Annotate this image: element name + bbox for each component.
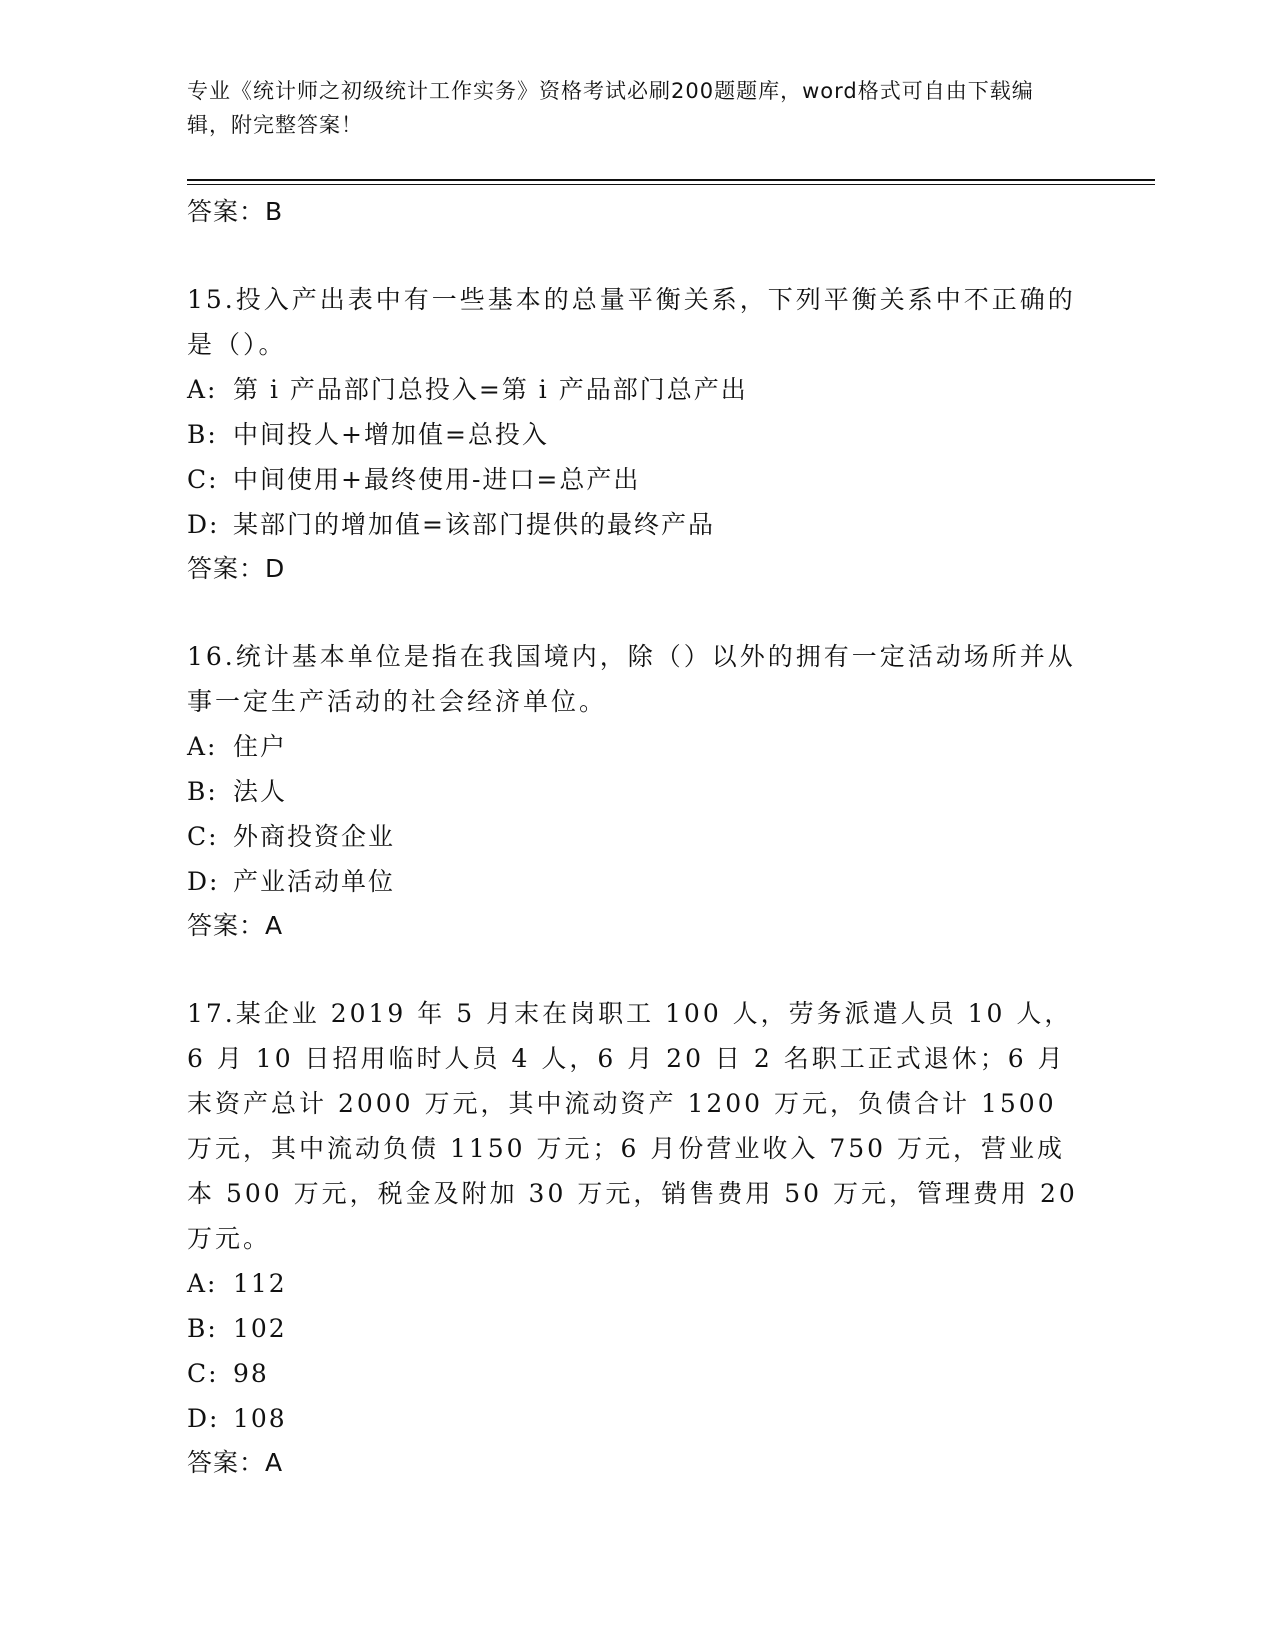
header-text: 专业《统计师之初级统计工作实务》资格考试必刷200题题库，word格式可自由下载编辑，附完整答案！ — [187, 79, 1034, 137]
option-a — [187, 1261, 1087, 1306]
option-c — [187, 1351, 1087, 1396]
option-text: 法人 — [233, 777, 288, 806]
option-letter: B: — [187, 420, 218, 449]
option-c — [187, 814, 1087, 859]
previous-answer: 答案：B — [187, 197, 284, 226]
question-block-17 — [187, 991, 1087, 1485]
option-letter: A: — [187, 1269, 218, 1298]
option-c — [187, 457, 1087, 502]
option-letter: C: — [187, 822, 219, 851]
spacer — [187, 591, 1087, 634]
option-b — [187, 769, 1087, 814]
option-text: 108 — [233, 1404, 287, 1433]
option-text: 98 — [233, 1359, 269, 1388]
question-block-16 — [187, 634, 1087, 948]
option-a — [187, 367, 1087, 412]
option-d — [187, 1396, 1087, 1441]
question-answer: 答案：A — [187, 1448, 284, 1477]
option-a — [187, 724, 1087, 769]
option-text: 外商投资企业 — [233, 822, 396, 851]
option-text: 第 i 产品部门总投入=第 i 产品部门总产出 — [233, 375, 748, 404]
spacer — [187, 234, 1087, 277]
question-stem: 17.某企业 2019 年 5 月末在岗职工 100 人，劳务派遣人员 10 人，6 月 10 日招用临时人员 4 人，6 月 20 日 2 名职工正式退休；6 月末资产总计 2000 万元，其中流动资产 1200 万元，负债合计 1500 万元，其中流动负债 1150 万元；6 月份营业收入 750 万元，营业成本 500 万元，税金及附加 30 万元，销售费用 50 万元，管理费用 20 万元。 — [187, 999, 1078, 1253]
option-text: 102 — [233, 1314, 287, 1343]
option-letter: C: — [187, 465, 219, 494]
header-rule-thick — [187, 179, 1155, 181]
document-body — [187, 190, 1087, 1485]
spacer — [187, 948, 1087, 991]
option-letter: A: — [187, 732, 218, 761]
option-b — [187, 1306, 1087, 1351]
option-letter: D: — [187, 510, 220, 539]
question-stem: 15.投入产出表中有一些基本的总量平衡关系，下列平衡关系中不正确的是（）。 — [187, 285, 1076, 359]
header-rule-thin — [187, 184, 1155, 185]
option-letter: B: — [187, 1314, 218, 1343]
option-d — [187, 859, 1087, 904]
document-header — [187, 74, 1067, 142]
option-text: 产业活动单位 — [233, 867, 396, 896]
option-d — [187, 502, 1087, 547]
option-letter: D: — [187, 867, 220, 896]
question-answer: 答案：A — [187, 911, 284, 940]
option-text: 住户 — [233, 732, 288, 761]
question-stem: 16.统计基本单位是指在我国境内，除（）以外的拥有一定活动场所并从事一定生产活动的社会经济单位。 — [187, 642, 1076, 716]
option-letter: A: — [187, 375, 218, 404]
question-answer: 答案：D — [187, 554, 286, 583]
option-text: 中间使用+最终使用-进口=总产出 — [233, 465, 641, 494]
option-letter: B: — [187, 777, 218, 806]
option-text: 112 — [233, 1269, 287, 1298]
question-block-15 — [187, 277, 1087, 591]
option-letter: C: — [187, 1359, 219, 1388]
option-text: 中间投人+增加值=总投入 — [233, 420, 549, 449]
option-letter: D: — [187, 1404, 220, 1433]
option-b — [187, 412, 1087, 457]
option-text: 某部门的增加值=该部门提供的最终产品 — [233, 510, 715, 539]
